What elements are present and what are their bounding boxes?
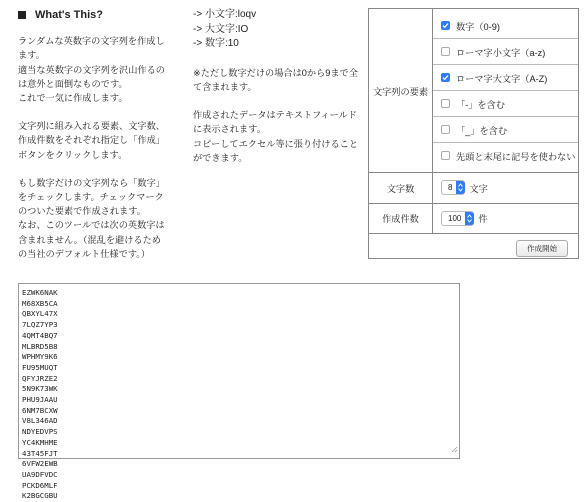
excluded-lowercase: -> 小文字:loqv: [193, 9, 257, 20]
output-line: QBXYL47X: [22, 309, 58, 319]
checkbox-underscore[interactable]: [441, 125, 450, 134]
count-label: 作成件数: [369, 203, 433, 234]
section-heading: [18, 8, 168, 22]
note-paragraph: もし数字だけの文字列なら「数字」をチェックします。チェックマークのついた要素で作成されます。 なお、このツールでは次の英数字は含まれません。（混乱を避けるための当社のデフォルト仕様です。）: [18, 177, 165, 259]
output-line: 6VFW2EWB: [22, 459, 58, 469]
output-line: 7LQZ7YP3: [22, 320, 58, 330]
output-line: M68XB5CA: [22, 298, 58, 308]
count-unit: 件: [478, 214, 488, 225]
output-line: NDYEDVPS: [22, 427, 58, 437]
create-button[interactable]: 作成開始: [516, 240, 568, 257]
output-line: V8L346AD: [22, 416, 58, 426]
length-select[interactable]: [441, 180, 465, 195]
checkbox-digits[interactable]: [441, 21, 450, 30]
checkbox-no-symbol-edges[interactable]: [441, 151, 450, 160]
length-value: 8: [448, 183, 453, 193]
option-uppercase-label: ローマ字大文字（A-Z): [456, 73, 548, 84]
digits-note: ※ただし数字だけの場合は0から9まで全て含まれます。: [193, 67, 358, 92]
option-digits[interactable]: [433, 13, 578, 38]
checkbox-lowercase[interactable]: [441, 47, 450, 56]
option-hyphen-label: 「-」を含む: [456, 99, 505, 110]
length-cell: [433, 173, 579, 203]
updown-arrow-icon: [465, 212, 474, 225]
option-hyphen[interactable]: [433, 90, 578, 116]
square-bullet-icon: [18, 11, 26, 19]
output-line: PCKD6MLF: [22, 480, 58, 490]
elements-options: [433, 9, 579, 173]
output-line: MLBRD5B8: [22, 341, 58, 351]
excluded-chars-column: [193, 8, 363, 179]
checkbox-hyphen[interactable]: [441, 99, 450, 108]
output-line: 4QMT4BQ7: [22, 330, 58, 340]
output-line: QFYJRZE2: [22, 373, 58, 383]
option-no-symbol-edges-label: 先頭と末尾に記号を使わない: [456, 151, 576, 162]
button-row: [369, 234, 579, 259]
excluded-digits: -> 数字:10: [193, 38, 239, 50]
excluded-uppercase: -> 大文字:IO: [193, 23, 249, 35]
excluded-list: [193, 8, 363, 52]
heading-text: What's This?: [35, 9, 104, 21]
count-value: 100: [448, 213, 462, 223]
output-line: K2BGCGBU: [22, 491, 58, 501]
intro-paragraph: ランダムな英数字の文字列を作成します。 適当な英数字の文字列を沢山作るのは意外と面倒なものです。 これで一気に作成します。: [18, 36, 165, 104]
option-underscore-label: 「_」を含む: [456, 125, 508, 136]
resize-handle-icon[interactable]: [451, 446, 458, 457]
output-line: EZWK6NAK: [22, 288, 58, 297]
checkbox-uppercase[interactable]: [441, 73, 450, 82]
count-select[interactable]: [441, 211, 474, 226]
option-no-symbol-edges[interactable]: [433, 142, 578, 168]
output-line: 6NM7BCXW: [22, 405, 58, 415]
output-note: 作成されたデータはテキストフィールドに表示されます。 コピーしてエクセル等に張り付けることができます。: [193, 110, 359, 163]
elements-label: 文字列の要素: [369, 9, 433, 173]
option-uppercase[interactable]: [433, 64, 578, 90]
length-unit: 文字: [469, 183, 488, 194]
output-textarea[interactable]: [18, 283, 460, 501]
option-underscore[interactable]: [433, 116, 578, 142]
instructions-paragraph: 文字列に組み入れる要素、文字数、作成件数をそれぞれ指定し「作成」ボタンをクリックします。: [18, 121, 165, 160]
output-line: PHU9JAAU: [22, 395, 58, 405]
option-lowercase-label: ローマ字小文字（a-z): [456, 47, 546, 58]
output-line: WPHMY9K6: [22, 352, 58, 362]
description-column: [18, 8, 168, 275]
output-line: 43T45FJT: [22, 448, 58, 458]
settings-panel: [368, 8, 579, 259]
count-cell: [433, 203, 579, 234]
option-digits-label: 数字（0-9): [456, 21, 500, 32]
output-line: UA9DFVDC: [22, 469, 58, 479]
option-lowercase[interactable]: [433, 38, 578, 64]
length-label: 文字数: [369, 173, 433, 203]
output-line: YC4KMHME: [22, 437, 58, 447]
output-line: 5N9K73WK: [22, 384, 58, 394]
updown-arrow-icon: [456, 181, 465, 194]
output-line: FU95MUQT: [22, 362, 58, 372]
